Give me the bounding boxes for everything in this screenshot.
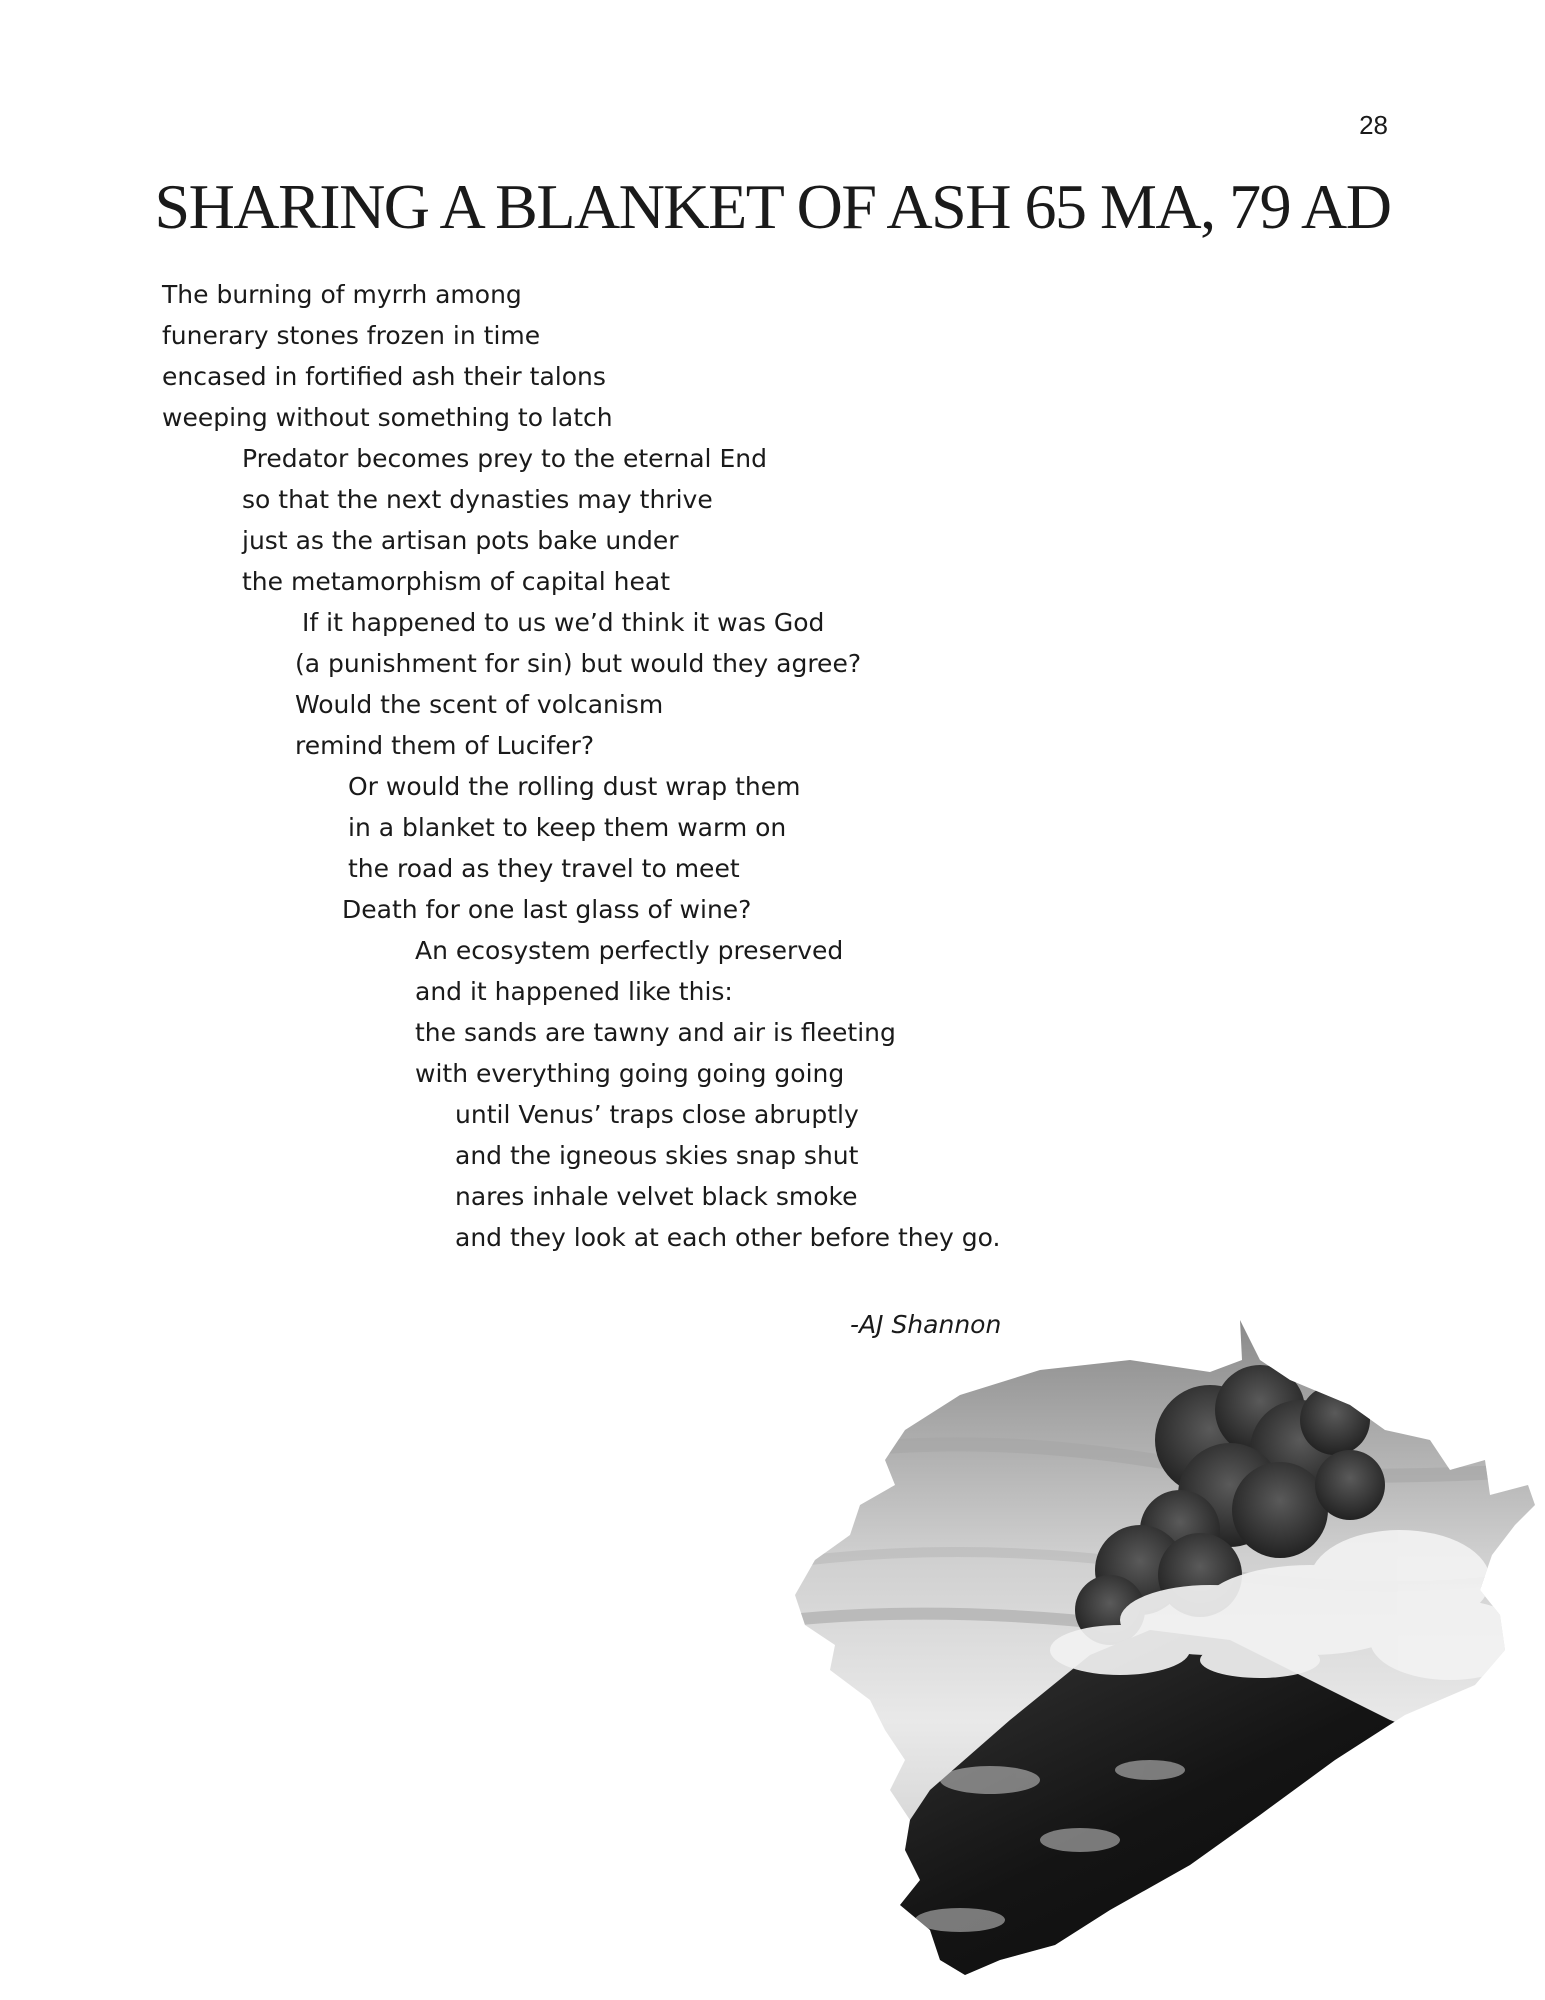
poem-line: The burning of myrrh among xyxy=(162,280,522,309)
volcano-illustration xyxy=(790,1320,1535,1990)
poem-line: remind them of Lucifer? xyxy=(295,731,595,760)
poem-line: in a blanket to keep them warm on xyxy=(348,813,787,842)
poem-line: and they look at each other before they go. xyxy=(455,1223,1001,1252)
poem-line: until Venus’ traps close abruptly xyxy=(455,1100,859,1129)
poem-line: weeping without something to latch xyxy=(162,403,613,432)
poem-line: so that the next dynasties may thrive xyxy=(242,485,713,514)
author-signature: -AJ Shannon xyxy=(850,1310,1002,1339)
poem-line: the road as they travel to meet xyxy=(348,854,740,883)
poem-line: with everything going going going xyxy=(415,1059,845,1088)
poem-line: and the igneous skies snap shut xyxy=(455,1141,859,1170)
poem-line: (a punishment for sin) but would they agree? xyxy=(295,649,862,678)
poem-line: just as the artisan pots bake under xyxy=(242,526,679,555)
poem-line: funerary stones frozen in time xyxy=(162,321,541,350)
poem-line: Predator becomes prey to the eternal End xyxy=(242,444,767,473)
poem-line: the metamorphism of capital heat xyxy=(242,567,671,596)
poem-line: the sands are tawny and air is fleeting xyxy=(415,1018,896,1047)
poem-title: SHARING A BLANKET OF ASH 65 MA, 79 AD xyxy=(154,171,1391,242)
poem-line: Death for one last glass of wine? xyxy=(342,895,752,924)
page-number: 28 xyxy=(1359,110,1388,140)
poem-line: An ecosystem perfectly preserved xyxy=(415,936,844,965)
poem-line: encased in fortified ash their talons xyxy=(162,362,606,391)
poem-line: Would the scent of volcanism xyxy=(295,690,664,719)
poem-line: nares inhale velvet black smoke xyxy=(455,1182,858,1211)
poem-line: Or would the rolling dust wrap them xyxy=(348,772,801,801)
poem-line: and it happened like this: xyxy=(415,977,733,1006)
poem-line: If it happened to us we’d think it was God xyxy=(302,608,825,637)
